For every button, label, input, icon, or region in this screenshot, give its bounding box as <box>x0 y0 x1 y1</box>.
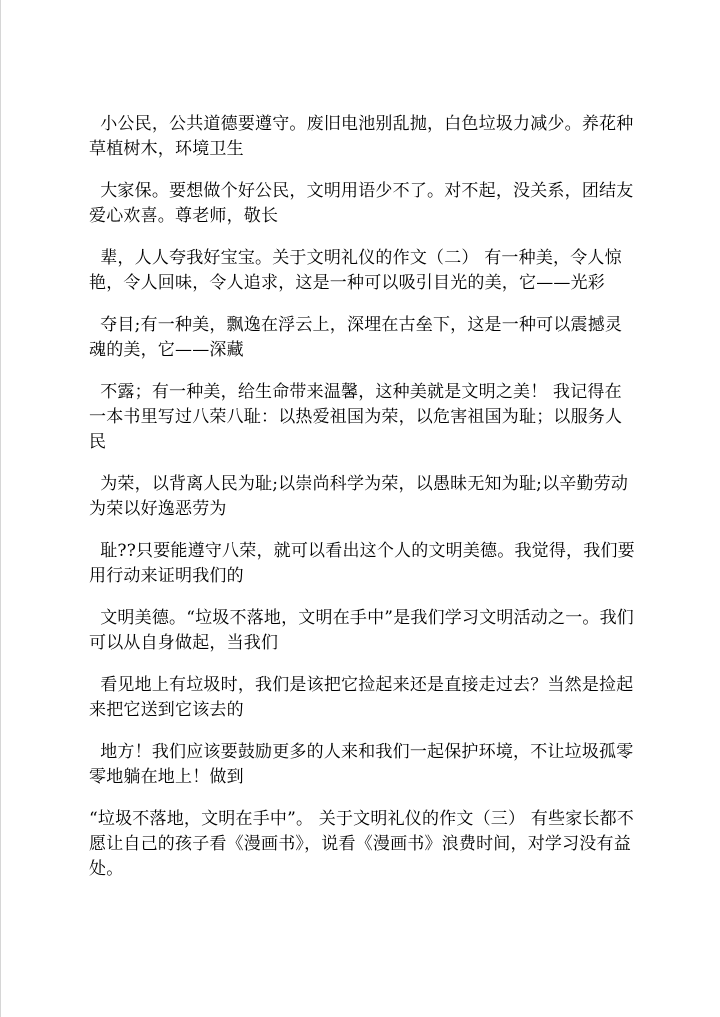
paragraph-1: 小公民，公共道德要遵守。废旧电池别乱抛，白色垃圾力减少。养花种草植树木，环境卫生 <box>89 114 634 159</box>
paragraph-4: 夺目;有一种美，飘逸在浮云上，深埋在古垒下，这是一种可以震撼灵魂的美，它——深藏 <box>89 315 623 360</box>
paragraph-7: 耻??只要能遵守八荣，就可以看出这个人的文明美德。我觉得，我们要用行动来证明我们的 <box>89 541 635 586</box>
paragraph-2: 大家保。要想做个好公民，文明用语少不了。对不起，没关系，团结友爱心欢喜。尊老师，敬长 <box>89 181 634 226</box>
paragraph-6: 为荣，以背离人民为耻;以崇尚科学为荣，以愚昧无知为耻;以辛勤劳动为荣以好逸恶劳为 <box>89 474 629 519</box>
paragraph-11: “垃圾不落地，文明在手中”。 关于文明礼仪的作文（三） 有些家长都不愿让自己的孩子看《漫画书》，说看《漫画书》浪费时间，对学习没有益处。 <box>89 809 634 879</box>
paragraph-8: 文明美德。“垃圾不落地，文明在手中”是我们学习文明活动之一。我们可以从自身做起，当我们 <box>89 608 634 653</box>
paragraph-10: 地方！我们应该要鼓励更多的人来和我们一起保护环境，不让垃圾孤零零地躺在地上！做到 <box>89 742 634 787</box>
paragraph-3: 辈，人人夸我好宝宝。关于文明礼仪的作文（二） 有一种美，令人惊艳，令人回味，令人追求，这是一种可以吸引目光的美，它——光彩 <box>89 248 622 293</box>
paragraph-5: 不露；有一种美，给生命带来温馨，这种美就是文明之美！ 我记得在一本书里写过八荣八耻：以热爱祖国为荣，以危害祖国为耻；以服务人民 <box>89 382 623 452</box>
document-body <box>89 112 635 899</box>
paragraph-9: 看见地上有垃圾时，我们是该把它捡起来还是直接走过去？当然是捡起来把它送到它该去的 <box>89 675 634 720</box>
